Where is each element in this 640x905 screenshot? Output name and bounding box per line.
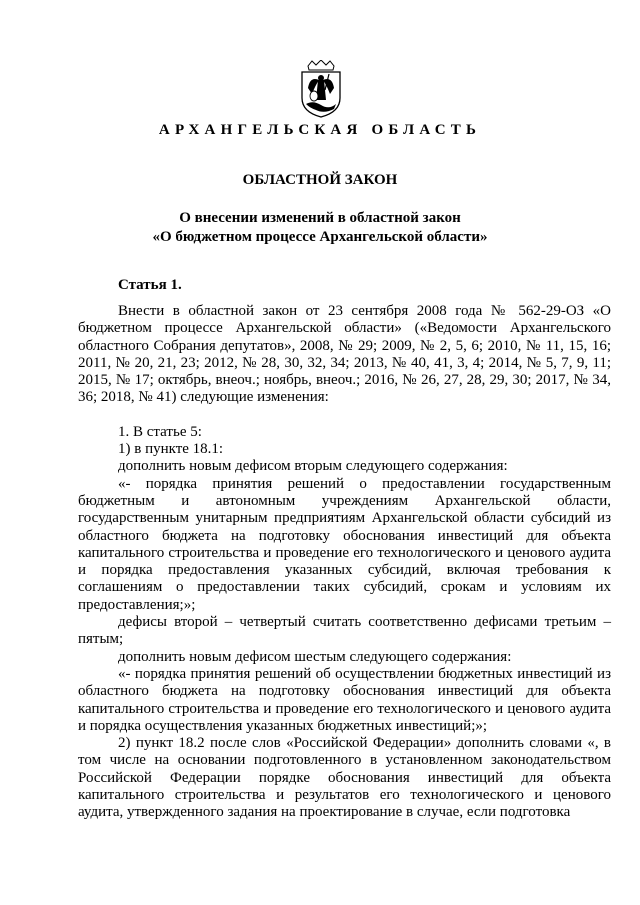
paragraph-subitem-2: 2) пункт 18.2 после слов «Российской Федерации» дополнить словами «, в том числе на основании подготовленного в установленном законодательством Российской Федерации порядке обоснования инвестиций для объекта капитального строительства и результатов его технологического и ценового аудита, утвержденного задания на проектирование в случае, если подготовка bbox=[78, 735, 611, 821]
paragraph-add-dash-2: дополнить новым дефисом вторым следующего содержания: bbox=[118, 458, 508, 475]
document-type: ОБЛАСТНОЙ ЗАКОН bbox=[242, 172, 398, 188]
paragraph-subitem-1: 1) в пункте 18.1: bbox=[118, 441, 224, 458]
region-name: АРХАНГЕЛЬСКАЯ ОБЛАСТЬ bbox=[158, 122, 482, 138]
paragraph-add-dash-6: дополнить новым дефисом шестым следующего содержания: bbox=[118, 648, 512, 665]
title-line-1: О внесении изменений в областной закон bbox=[179, 210, 461, 226]
title-line-2: «О бюджетном процессе Архангельской области» bbox=[152, 229, 488, 245]
article-heading: Статья 1. bbox=[118, 277, 182, 293]
arkhangelsk-coat-of-arms-icon bbox=[296, 60, 346, 118]
paragraph-intro: Внести в областной закон от 23 сентября 2008 года № 562-29-ОЗ «О бюджетном процессе Архангельской области» («Ведомости Архангельского областного Собрания депутатов», 2008, № 29; 2009, № 2, 5, 6; 2010, № 11, 15, 16; 2011, № 20, 21, 23; 2012, № 28, 30, 32, 34; 2013, № 40, 41, 3, 4; 2014, № 5, 7, 9, 11; 2015, № 17; октябрь, внеоч.; ноябрь, внеоч.; 2016, № 26, 27, 28, 29, 30; 2017, № 34, 36; 2018, № 41) следующие изменения: bbox=[78, 303, 611, 406]
paragraph-quote-1: «- порядка принятия решений о предоставлении государственным бюджетным и автономным учреждениям Архангельской области, государственным унитарным предприятиям Архангельской области субсидий из областного бюджета на подготовку обоснования инвестиций для объекта капитального строительства и проведение его технологического и ценового аудита и порядка предоставления указанных субсидий, включая требования к соглашениям о предоставлении таких субсидий, срокам и условиям их предоставления;»; bbox=[78, 475, 611, 613]
article-body bbox=[78, 303, 611, 822]
paragraph-item-1: 1. В статье 5: bbox=[118, 423, 202, 440]
document-title bbox=[0, 209, 640, 247]
paragraph-renumber: дефисы второй – четвертый считать соответственно дефисами третьим – пятым; bbox=[78, 614, 611, 648]
paragraph-quote-2: «- порядка принятия решений об осуществлении бюджетных инвестиций из областного бюджета на подготовку обоснования инвестиций для объекта капитального строительства и проведение его технологического и ценового аудита и порядка осуществления указанных бюджетных инвестиций;»; bbox=[78, 665, 611, 734]
